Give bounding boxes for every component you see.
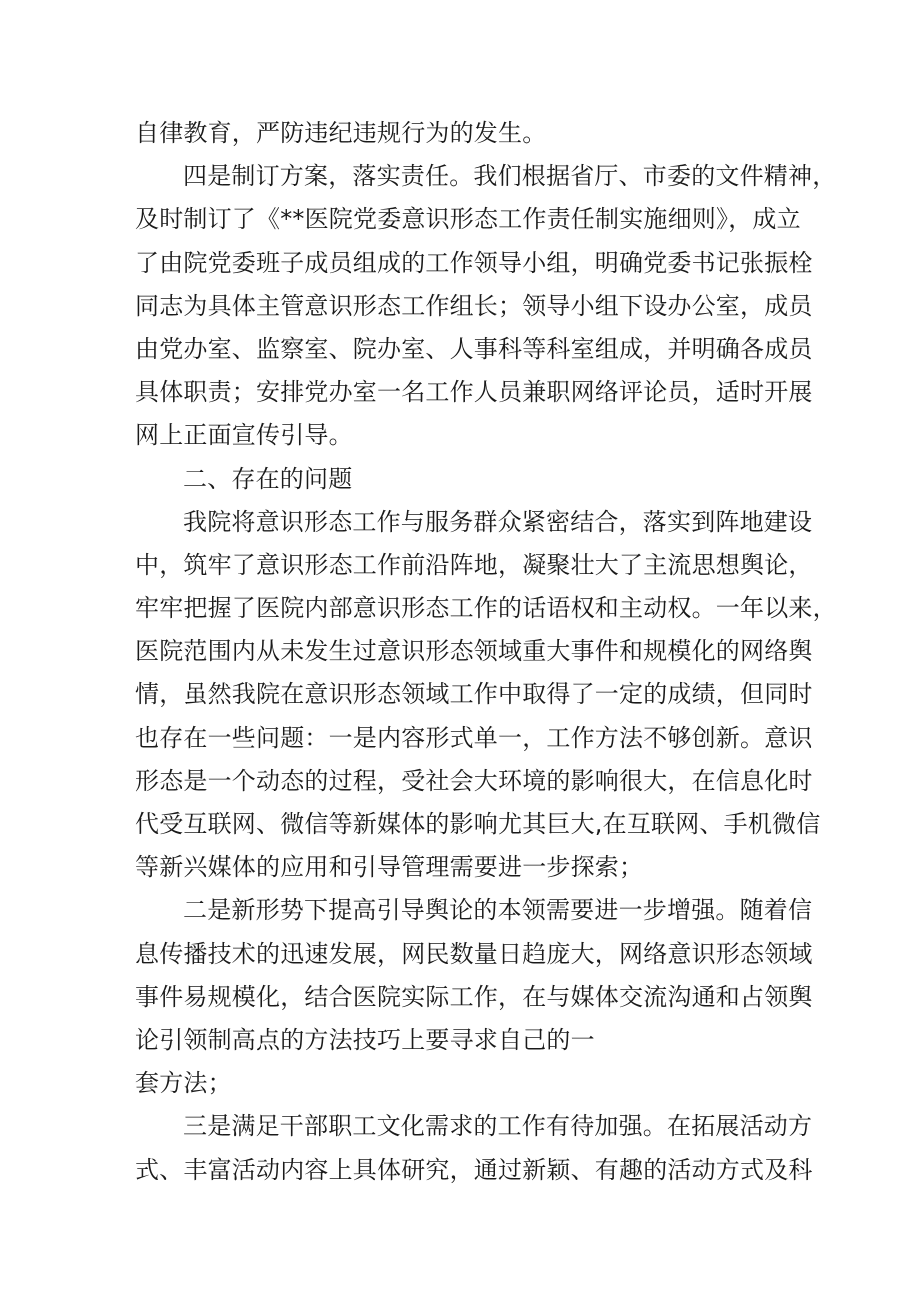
document-body (135, 112, 837, 1192)
text-line: 中，筑牢了意识形态工作前沿阵地，凝聚壮大了主流思想舆论， (135, 550, 813, 579)
text-line: 式、丰富活动内容上具体研究，通过新颖、有趣的活动方式及科 (135, 1155, 813, 1184)
text-line: 自律教育，严防违纪违规行为的发生。 (135, 119, 547, 147)
text-line: 具体职责；安排党办室一名工作人员兼职网络评论员，适时开展 (135, 378, 813, 407)
text-line: 息传播技术的迅速发展，网民数量日趋庞大，网络意识形态领域 (135, 939, 813, 968)
text-line: 事件易规模化，结合医院实际工作，在与媒体交流沟通和占领舆 (135, 982, 813, 1011)
text-line: 也存在一些问题：一是内容形式单一，工作方法不够创新。意识 (135, 723, 813, 752)
text-line: 套方法； (135, 1069, 232, 1098)
text-line: 四是制订方案，落实责任。我们根据省厅、市委的文件精神， (183, 162, 837, 191)
text-line: 同志为具体主管意识形态工作组长；领导小组下设办公室，成员 (135, 291, 813, 320)
text-line: 网上正面宣传引导。 (135, 421, 353, 450)
text-line: 了由院党委班子成员组成的工作领导小组，明确党委书记张振栓 (135, 248, 813, 277)
text-line: 形态是一个动态的过程，受社会大环境的影响很大，在信息化时 (135, 766, 813, 795)
section-heading: 二、存在的问题 (183, 464, 353, 493)
text-line: 医院范围内从未发生过意识形态领域重大事件和规模化的网络舆 (135, 637, 813, 666)
text-line: 等新兴媒体的应用和引导管理需要进一步探索； (135, 853, 644, 882)
text-line: 二是新形势下提高引导舆论的本领需要进一步增强。随着信 (183, 896, 813, 925)
text-line: 代受互联网、微信等新媒体的影响尤其巨大,在互联网、手机微信 (135, 810, 821, 838)
text-line: 情，虽然我院在意识形态领域工作中取得了一定的成绩，但同时 (135, 680, 813, 709)
text-line: 三是满足干部职工文化需求的工作有待加强。在拓展活动方 (183, 1112, 813, 1141)
text-line: 我院将意识形态工作与服务群众紧密结合，落实到阵地建设 (183, 507, 813, 536)
text-line: 论引领制高点的方法技巧上要寻求自己的一 (135, 1025, 595, 1054)
text-line: 牢牢把握了医院内部意识形态工作的话语权和主动权。一年以来， (135, 594, 837, 623)
text-line: 及时制订了《**医院党委意识形态工作责任制实施细则》，成立 (135, 205, 801, 234)
text-line: 由党办室、监察室、院办室、人事科等科室组成，并明确各成员 (135, 334, 813, 363)
